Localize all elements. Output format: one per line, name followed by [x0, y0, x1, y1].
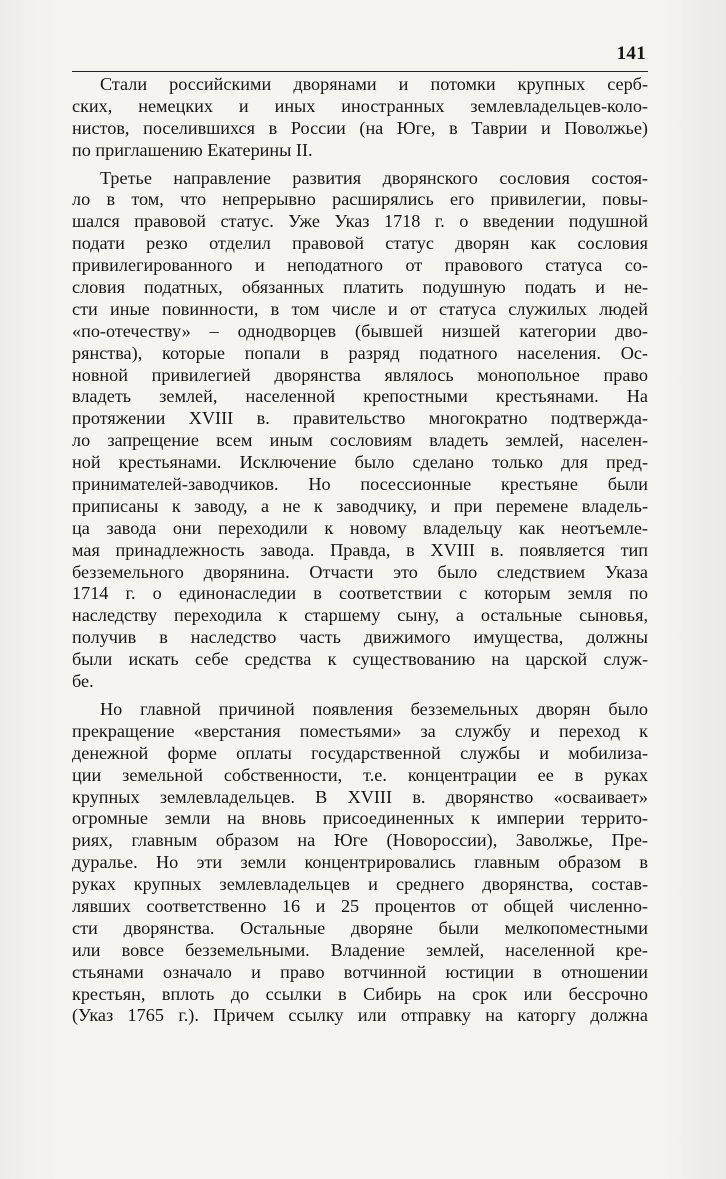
text-line: руках крупных землевладельцев и среднего дворянства, состав-	[72, 874, 648, 895]
page-number: 141	[616, 43, 646, 64]
text-line: протяжении XVIII в. правительство многократно подтвержда-	[72, 408, 648, 429]
text-line: Стали российскими дворянами и потомки крупных серб-	[100, 74, 648, 94]
text-line: подати резко отделил правовой статус дворян как сословия	[72, 233, 648, 254]
text-line: владеть землей, населенной крепостными крестьянами. На	[72, 386, 648, 407]
text-line: ной крестьянами. Исключение было сделано только для пред-	[72, 452, 648, 473]
body-text	[72, 74, 648, 1027]
text-line: принимателей-заводчиков. Но посессионные крестьяне были	[72, 474, 648, 495]
text-line: ских, немецких и иных иностранных землевладельцев-коло-	[72, 95, 648, 116]
text-line: рянства), которые попали в разряд податного населения. Ос-	[72, 342, 648, 363]
text-line: или вовсе безземельными. Владение землей, населенной кре-	[72, 939, 648, 960]
text-line: словия податных, обязанных платить подушную подать и не-	[72, 277, 648, 298]
text-line: бе.	[72, 671, 94, 692]
text-line: шался правовой статус. Уже Указ 1718 г. о введении подушной	[72, 211, 648, 232]
text-line: стьянами означало и право вотчинной юстиции в отношении	[72, 961, 648, 982]
text-line: мая принадлежность завода. Правда, в XVIII в. появляется тип	[72, 539, 648, 560]
text-line: ло в том, что непрерывно расширялись его привилегии, повы-	[72, 189, 648, 210]
text-line: ло запрещение всем иным сословиям владеть землей, населен-	[72, 430, 648, 451]
paragraph-3	[72, 699, 648, 1027]
text-line: приписаны к заводу, а не к заводчику, и при перемене владель-	[72, 495, 648, 516]
text-line: прекращение «верстания поместьями» за службу и переход к	[72, 720, 648, 741]
paragraph-1	[72, 74, 648, 162]
text-line: Третье направление развития дворянского сословия состоя-	[100, 167, 648, 188]
text-line: сти иные повинности, в том числе и от статуса служилых людей	[72, 298, 648, 319]
text-line: получив в наследство часть движимого имущества, должны	[72, 627, 648, 648]
paragraph-2	[72, 168, 648, 693]
text-line: сти дворянства. Остальные дворяне были мелкопоместными	[72, 917, 648, 938]
text-line: крупных землевладельцев. В XVIII в. дворянство «осваивает»	[72, 786, 648, 807]
text-line: 1714 г. о единонаследии в соответствии с которым земля по	[72, 583, 648, 604]
text-line: лявших соответственно 16 и 25 процентов от общей численно-	[72, 895, 648, 916]
text-line: риях, главным образом на Юге (Новороссии), Заволжье, Пре-	[72, 830, 648, 851]
text-line: ции земельной собственности, т.е. концентрации ее в руках	[72, 764, 648, 785]
text-line: Но главной причиной появления безземельных дворян было	[100, 698, 648, 719]
text-line: новной привилегией дворянства являлось монопольное право	[72, 364, 648, 385]
text-line: дуралье. Но эти земли концентрировались главным образом в	[72, 852, 648, 873]
text-line: были искать себе средства к существованию на царской служ-	[72, 649, 648, 670]
text-line: крестьян, вплоть до ссылки в Сибирь на срок или бессрочно	[72, 983, 648, 1004]
text-line: по приглашению Екатерины II.	[72, 139, 313, 160]
text-line: безземельного дворянина. Отчасти это было следствием Указа	[72, 561, 648, 582]
header-rule	[72, 71, 648, 72]
text-line: денежной форме оплаты государственной службы и мобилиза-	[72, 742, 648, 763]
text-line: наследству переходила к старшему сыну, а остальные сыновья,	[72, 605, 648, 626]
text-line: привилегированного и неподатного от правового статуса со-	[72, 255, 648, 276]
text-line: нистов, поселившихся в России (на Юге, в Таврии и Поволжье)	[72, 117, 648, 138]
text-line: «по-отечеству» – однодворцев (бывшей низшей категории дво-	[72, 320, 648, 341]
text-line: ца завода они переходили к новому владельцу как неотъемле-	[72, 517, 648, 538]
text-line: (Указ 1765 г.). Причем ссылку или отправку на каторгу должна	[72, 1005, 648, 1026]
text-line: огромные земли на вновь присоединенных к империи террито-	[72, 808, 648, 829]
